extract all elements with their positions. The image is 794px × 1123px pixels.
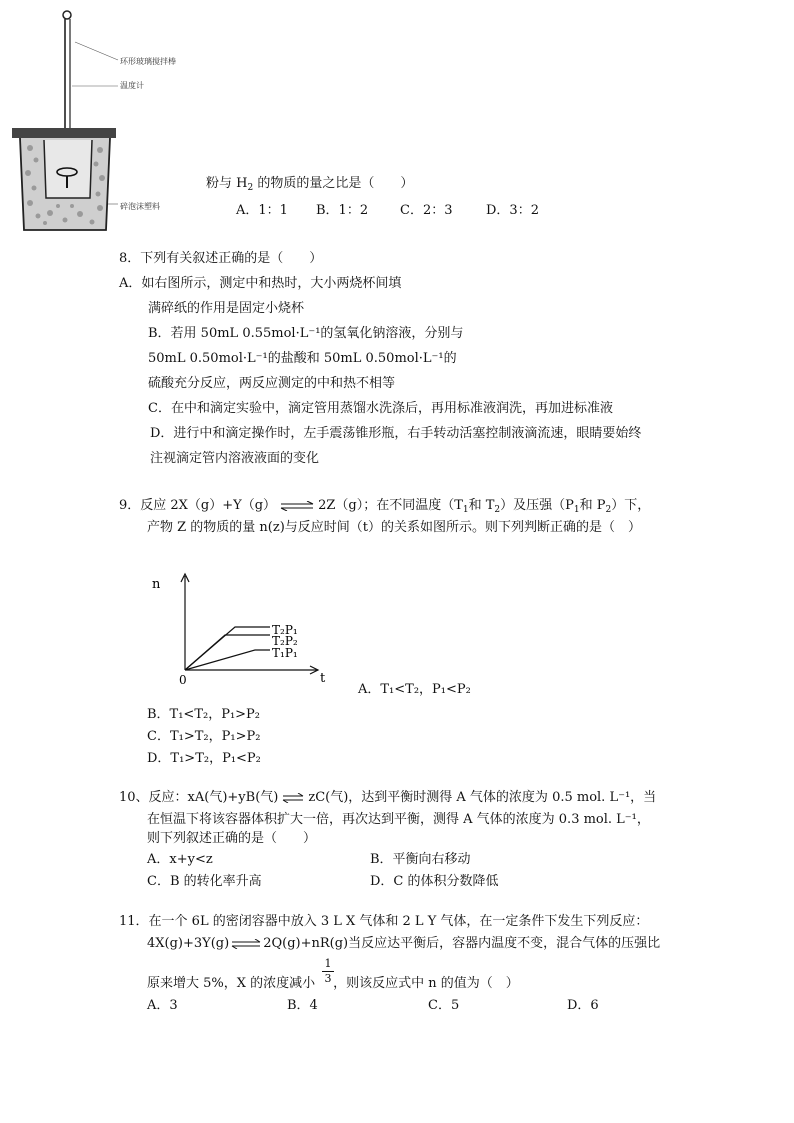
equilibrium-arrow-icon — [279, 501, 315, 511]
q8-option-c: C．在中和滴定实验中，滴定管用蒸馏水洗涤后，再用标准液润洗，再加进标准液 — [148, 401, 613, 416]
q9-option-a: A．T₁<T₂，P₁<P₂ — [358, 682, 471, 697]
q7-option-d: D．3：2 — [486, 203, 539, 218]
q11-option-b: B．4 — [287, 998, 318, 1013]
q7-option-a: A．1：1 — [236, 203, 288, 218]
q10-line2: 在恒温下将该容器体积扩大一倍，再次达到平衡，测得 A 气体的浓度为 0.3 mol. L⁻¹， — [147, 812, 650, 827]
q8-option-a-line2: 满碎纸的作用是固定小烧杯 — [148, 301, 305, 316]
q11-line3: 原来增大 5%，X 的浓度减小 ，则该反应式中 n 的值为（ ） — [147, 976, 519, 991]
fraction-one-third — [322, 958, 334, 985]
q11-line2: 4X(g)+3Y(g) 2Q(g)+nR(g)当反应达平衡后，容器内温度不变，混合气体的压强比 — [147, 936, 661, 951]
q9-line2: 产物 Z 的物质的量 n(z)与反应时间（t）的关系如图所示。则下列判断正确的是（ ） — [147, 520, 642, 535]
fraction-denominator: 3 — [324, 972, 332, 985]
calorimeter-figure — [10, 8, 120, 238]
curve-label-1: T₂P₁ — [272, 623, 298, 637]
q8-stem: 8．下列有关叙述正确的是（ ） — [119, 251, 323, 266]
q7-stem: 粉与 $H_2$ 的物质的量之比是（ ） — [206, 176, 414, 193]
q7-option-c: C．2：3 — [400, 203, 453, 218]
curve-label-3: T₁P₁ — [272, 646, 298, 660]
label-stirrer: 环形玻璃搅拌棒 — [120, 57, 176, 66]
q7-option-b: B．1：2 — [316, 203, 369, 218]
q11-line1: 11．在一个 6L 的密闭容器中放入 3 L X 气体和 2 L Y 气体，在一定条件下发生下列反应： — [119, 914, 649, 929]
label-thermometer: 温度计 — [120, 81, 144, 90]
q10-option-c: C．B 的转化率升高 — [147, 874, 262, 889]
q8-option-a-line1: A．如右图所示，测定中和热时，大小两烧杯间填 — [119, 276, 402, 291]
q9-line1: 9．反应 2X（g）+Y（g） 2Z（g）；在不同温度（$T_1$和 $T_2$）及压强（$P_1$和 $P_2$）下， — [119, 498, 651, 515]
q10-option-d: D．C 的体积分数降低 — [370, 874, 499, 889]
q9-graph — [150, 570, 340, 690]
q10-option-a: A．x+y<z — [147, 852, 213, 867]
fraction-numerator: 1 — [324, 957, 332, 970]
graph-x-label: t — [320, 671, 326, 686]
q9-option-b: B．T₁<T₂，P₁>P₂ — [147, 707, 261, 722]
q8-option-d-line2: 注视滴定管内溶液液面的变化 — [150, 451, 320, 466]
q10-option-b: B．平衡向右移动 — [370, 852, 471, 867]
q9-option-d: D．T₁>T₂，P₁<P₂ — [147, 751, 261, 766]
q8-option-b-line2: 50mL 0.50mol·L⁻¹的盐酸和 50mL 0.50mol·L⁻¹的 — [148, 351, 457, 366]
curve-label-2: T₂P₂ — [272, 634, 298, 648]
q11-option-a: A．3 — [147, 998, 178, 1013]
q11-option-d: D．6 — [567, 998, 599, 1013]
q9-option-c: C．T₁>T₂，P₁>P₂ — [147, 729, 261, 744]
q8-option-d-line1: D．进行中和滴定操作时，左手震荡锥形瓶，右手转动活塞控制液滴流速，眼睛要始终 — [150, 426, 642, 441]
q11-option-c: C．5 — [428, 998, 460, 1013]
graph-y-label: n — [152, 577, 161, 592]
q8-option-b-line3: 硫酸充分反应，两反应测定的中和热不相等 — [148, 376, 396, 391]
q10-line1: 10、反应：xA(气)+yB(气) zC(气)，达到平衡时测得 A 气体的浓度为 0.5 mol. L⁻¹，当 — [119, 790, 657, 805]
label-foam: 碎泡沫塑料 — [120, 202, 160, 211]
equilibrium-arrow-icon — [231, 939, 261, 949]
q10-line3: 则下列叙述正确的是（ ） — [147, 831, 317, 846]
graph-origin: 0 — [179, 673, 187, 687]
q8-option-b-line1: B．若用 50mL 0.55mol·L⁻¹的氢氧化钠溶液，分别与 — [148, 326, 464, 341]
equilibrium-arrow-icon — [282, 793, 304, 803]
